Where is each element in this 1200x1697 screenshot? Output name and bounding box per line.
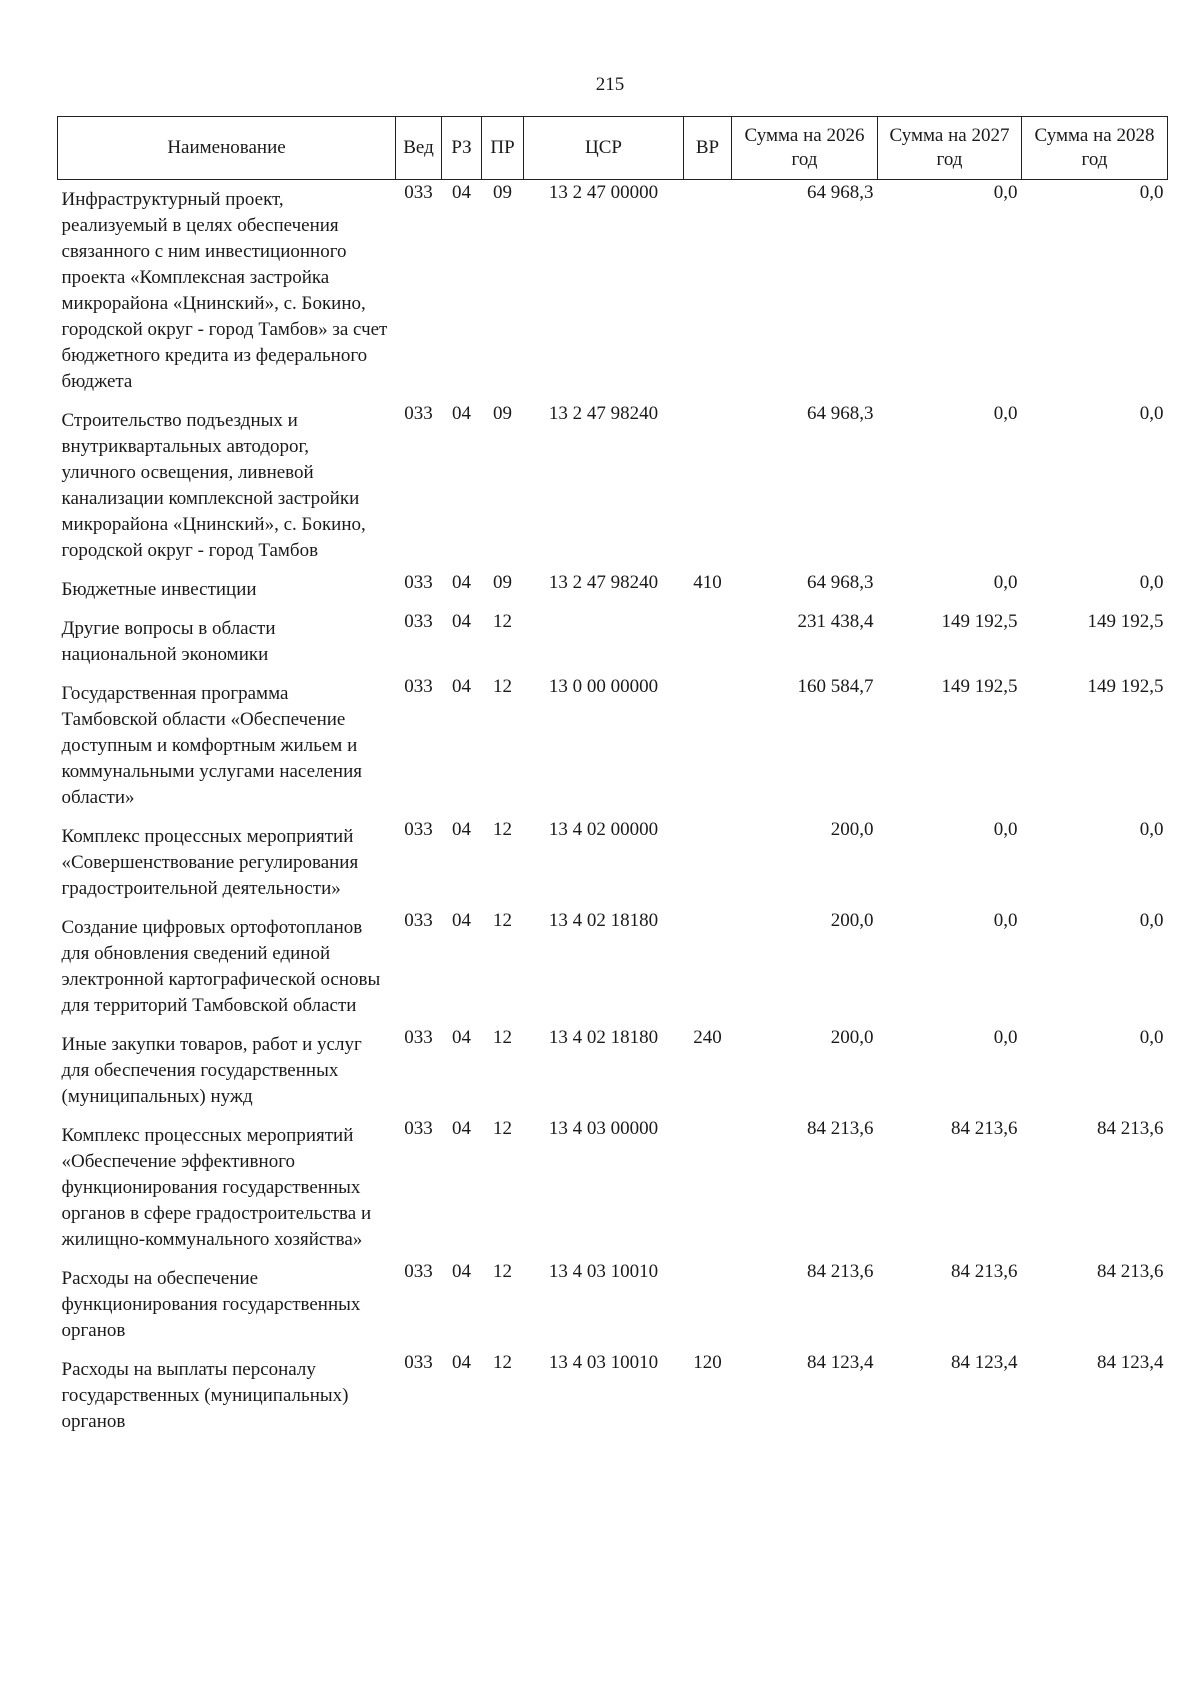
row-vr: 410	[693, 572, 722, 593]
row-csr: 13 4 02 00000	[548, 819, 659, 840]
row-pr: 09	[493, 572, 512, 593]
row-pr: 12	[493, 819, 512, 840]
table-header	[58, 117, 1168, 180]
header-pr: ПР	[482, 117, 524, 180]
row-pr: 12	[493, 910, 512, 931]
row-name: Государственная программа Тамбовской области «Обеспечение доступным и комфортным жильем и коммунальными услугами населения области»	[61, 683, 363, 808]
header-vr: ВР	[684, 117, 732, 180]
table-row	[58, 609, 1168, 674]
row-sum-2028: 0,0	[1139, 572, 1164, 593]
row-pr: 12	[493, 611, 512, 632]
row-sum-2026: 64 968,3	[807, 572, 874, 593]
row-sum-2027: 0,0	[993, 910, 1018, 931]
row-name: Строительство подъездных и внутриквартальных автодорог, уличного освещения, ливневой канализации комплексной застройки микрорайона «Цнинский», с. Бокино, городской округ - город Тамбов	[61, 410, 366, 561]
row-sum-2026: 84 123,4	[807, 1352, 874, 1373]
table-row	[58, 570, 1168, 609]
row-ved: 033	[404, 676, 433, 697]
row-name: Комплекс процессных мероприятий «Обеспечение эффективного функционирования государственных органов в сфере градостроительства и жилищно-коммунального хозяйства»	[61, 1125, 372, 1250]
row-pr: 12	[493, 1261, 512, 1282]
page-number: 215	[595, 74, 625, 95]
row-rz: 04	[452, 910, 471, 931]
row-sum-2027: 0,0	[993, 572, 1018, 593]
row-sum-2027: 84 213,6	[951, 1118, 1018, 1139]
header-sum-2026: Сумма на 2026 год	[732, 117, 878, 180]
table-row	[58, 1116, 1168, 1259]
row-name: Создание цифровых ортофотопланов для обновления сведений единой электронной картографической основы для территорий Тамбовской области	[61, 917, 381, 1016]
row-name: Комплекс процессных мероприятий «Совершенствование регулирования градостроительной деятельности»	[61, 826, 359, 899]
header-csr: ЦСР	[524, 117, 684, 180]
row-sum-2026: 200,0	[830, 910, 874, 931]
row-sum-2027: 0,0	[993, 403, 1018, 424]
row-rz: 04	[452, 1261, 471, 1282]
row-name: Другие вопросы в области национальной экономики	[61, 618, 276, 665]
table-row	[58, 401, 1168, 570]
row-sum-2028: 84 213,6	[1097, 1118, 1164, 1139]
row-sum-2026: 200,0	[830, 819, 874, 840]
row-vr: 240	[693, 1027, 722, 1048]
row-name: Инфраструктурный проект, реализуемый в целях обеспечения связанного с ним инвестиционного проекта «Комплексная застройка микрорайона «Цнинский», с. Бокино, городской округ - город Тамбов» за счет бюджетного кредита из федерального бюджета	[61, 189, 388, 392]
header-sum-2027: Сумма на 2027 год	[878, 117, 1022, 180]
row-sum-2026: 160 584,7	[797, 676, 874, 697]
row-name: Бюджетные инвестиции	[61, 579, 257, 600]
row-name: Расходы на выплаты персоналу государственных (муниципальных) органов	[61, 1359, 349, 1432]
row-csr: 13 2 47 00000	[548, 182, 659, 203]
row-sum-2027: 0,0	[993, 1027, 1018, 1048]
row-ved: 033	[404, 611, 433, 632]
header-rz: РЗ	[442, 117, 482, 180]
row-sum-2026: 84 213,6	[807, 1261, 874, 1282]
row-sum-2028: 0,0	[1139, 819, 1164, 840]
row-pr: 12	[493, 676, 512, 697]
row-csr: 13 0 00 00000	[548, 676, 659, 697]
row-sum-2026: 231 438,4	[797, 611, 874, 632]
row-sum-2026: 200,0	[830, 1027, 874, 1048]
row-rz: 04	[452, 676, 471, 697]
row-ved: 033	[404, 1027, 433, 1048]
row-ved: 033	[404, 819, 433, 840]
table-row	[58, 674, 1168, 817]
row-sum-2027: 0,0	[993, 819, 1018, 840]
row-sum-2027: 0,0	[993, 182, 1018, 203]
row-ved: 033	[404, 1261, 433, 1282]
row-pr: 09	[493, 182, 512, 203]
row-ved: 033	[404, 1352, 433, 1373]
row-vr	[684, 401, 732, 570]
header-name: Наименование	[58, 117, 396, 180]
row-rz: 04	[452, 611, 471, 632]
row-sum-2026: 84 213,6	[807, 1118, 874, 1139]
row-vr	[684, 180, 732, 402]
row-sum-2026: 64 968,3	[807, 403, 874, 424]
row-pr: 12	[493, 1027, 512, 1048]
row-csr: 13 2 47 98240	[548, 403, 659, 424]
row-csr: 13 4 03 10010	[548, 1352, 659, 1373]
row-ved: 033	[404, 572, 433, 593]
row-csr: 13 2 47 98240	[548, 572, 659, 593]
budget-table	[57, 116, 1168, 1441]
row-sum-2028: 149 192,5	[1087, 611, 1164, 632]
row-rz: 04	[452, 819, 471, 840]
row-pr: 09	[493, 403, 512, 424]
header-ved: Вед	[396, 117, 442, 180]
row-rz: 04	[452, 1118, 471, 1139]
row-sum-2027: 149 192,5	[941, 676, 1018, 697]
row-sum-2028: 84 213,6	[1097, 1261, 1164, 1282]
table-row	[58, 180, 1168, 402]
row-sum-2028: 0,0	[1139, 182, 1164, 203]
row-sum-2026: 64 968,3	[807, 182, 874, 203]
row-vr	[684, 1259, 732, 1350]
row-sum-2028: 0,0	[1139, 403, 1164, 424]
row-vr	[684, 609, 732, 674]
row-name: Иные закупки товаров, работ и услуг для обеспечения государственных (муниципальных) нужд	[61, 1034, 362, 1107]
row-pr: 12	[493, 1118, 512, 1139]
row-csr: 13 4 03 00000	[548, 1118, 659, 1139]
row-csr: 13 4 02 18180	[548, 910, 659, 931]
row-csr	[524, 609, 684, 674]
row-rz: 04	[452, 572, 471, 593]
row-sum-2028: 149 192,5	[1087, 676, 1164, 697]
table-row	[58, 1350, 1168, 1441]
table-row	[58, 1025, 1168, 1116]
row-rz: 04	[452, 1352, 471, 1373]
row-ved: 033	[404, 182, 433, 203]
row-vr	[684, 1116, 732, 1259]
header-sum-2028: Сумма на 2028 год	[1022, 117, 1168, 180]
row-sum-2028: 0,0	[1139, 1027, 1164, 1048]
row-ved: 033	[404, 910, 433, 931]
row-rz: 04	[452, 403, 471, 424]
row-rz: 04	[452, 1027, 471, 1048]
row-vr	[684, 674, 732, 817]
row-name: Расходы на обеспечение функционирования государственных органов	[61, 1268, 361, 1341]
row-sum-2028: 0,0	[1139, 910, 1164, 931]
row-ved: 033	[404, 1118, 433, 1139]
table-body	[58, 180, 1168, 1442]
row-csr: 13 4 02 18180	[548, 1027, 659, 1048]
row-ved: 033	[404, 403, 433, 424]
row-vr: 120	[693, 1352, 722, 1373]
row-vr	[684, 817, 732, 908]
row-csr: 13 4 03 10010	[548, 1261, 659, 1282]
row-vr	[684, 908, 732, 1025]
row-sum-2027: 149 192,5	[941, 611, 1018, 632]
row-rz: 04	[452, 182, 471, 203]
row-sum-2027: 84 213,6	[951, 1261, 1018, 1282]
row-pr: 12	[493, 1352, 512, 1373]
table-row	[58, 817, 1168, 908]
row-sum-2028: 84 123,4	[1097, 1352, 1164, 1373]
table-row	[58, 1259, 1168, 1350]
row-sum-2027: 84 123,4	[951, 1352, 1018, 1373]
table-row	[58, 908, 1168, 1025]
